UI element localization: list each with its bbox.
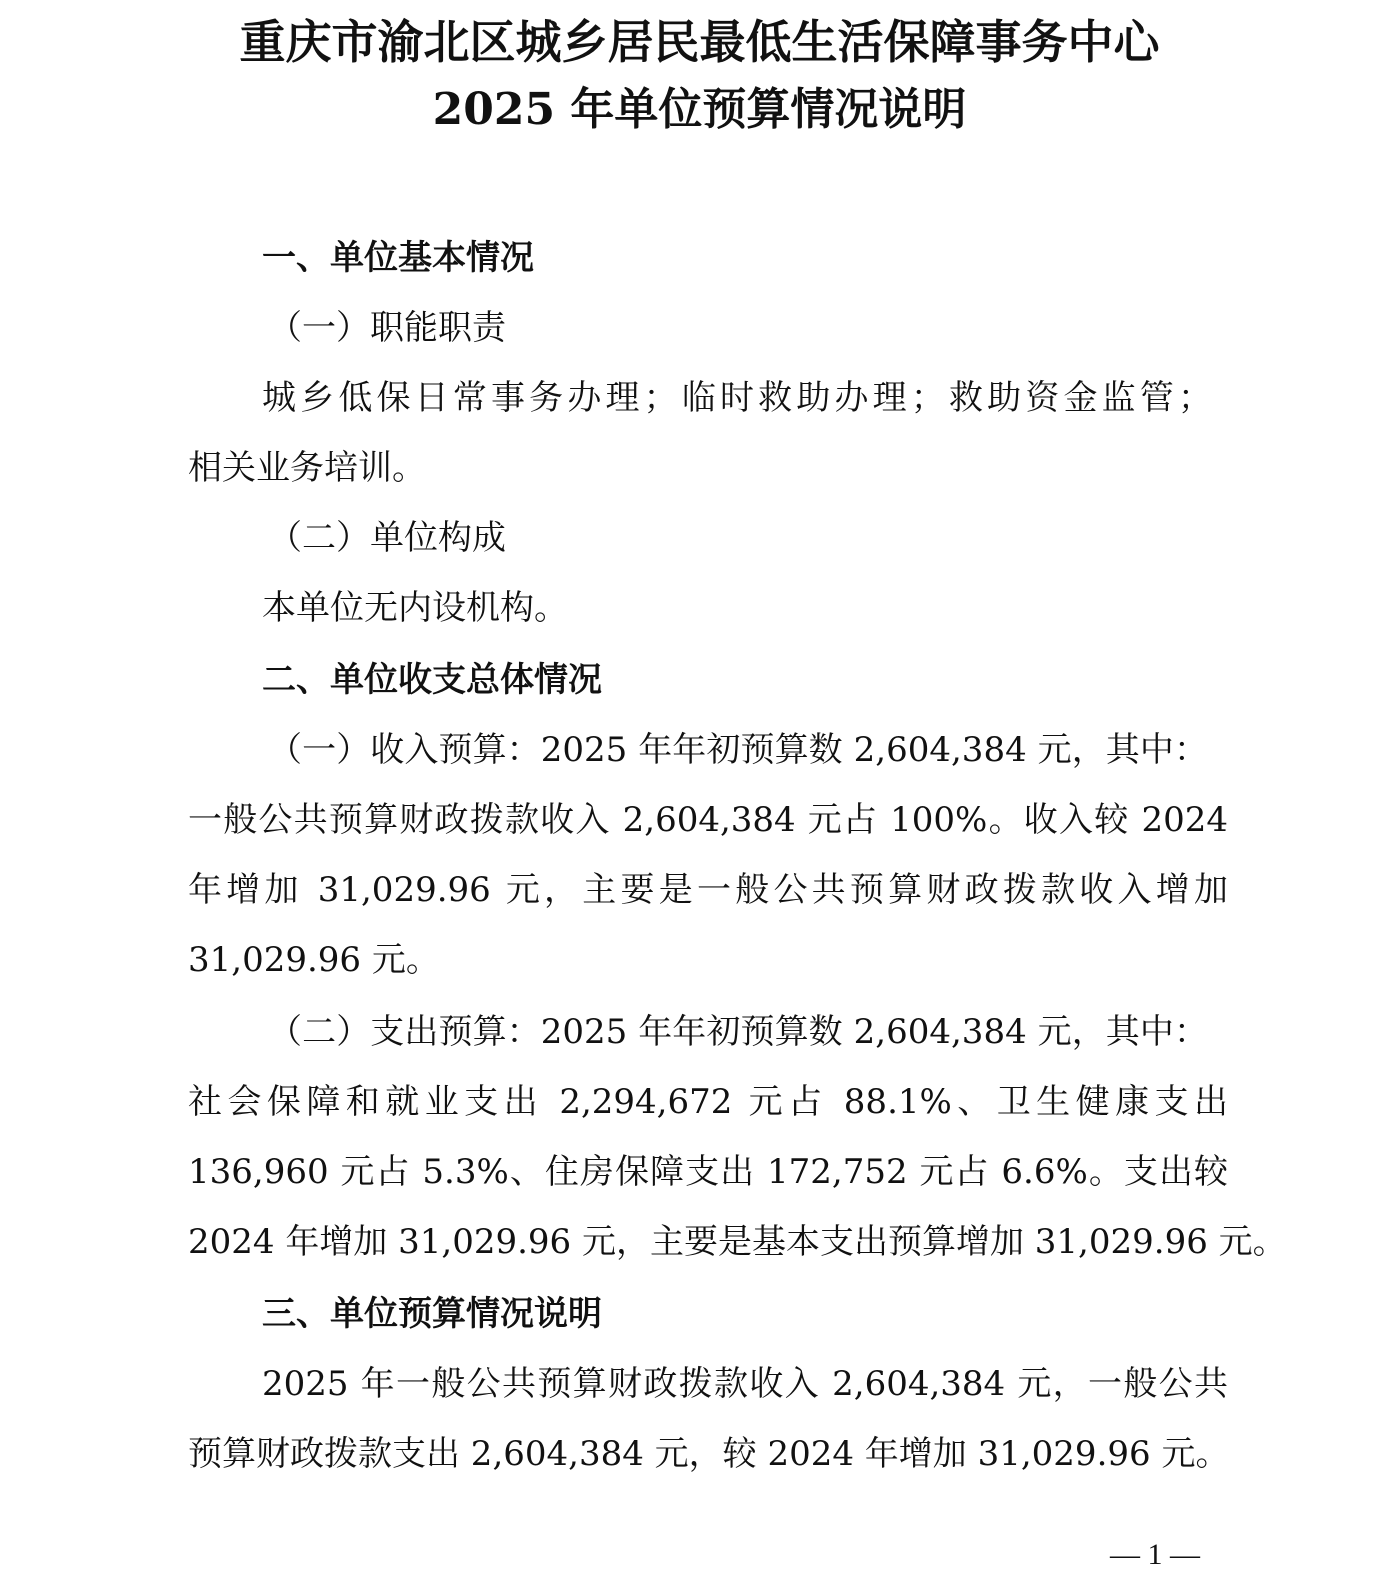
page-number: — 1 — xyxy=(1110,1538,1200,1571)
paragraph-budget-line1: 2025 年一般公共预算财政拨款收入 2,604,384 元，一般公共 xyxy=(262,1364,1228,1404)
paragraph-expense-line4: 2024 年增加 31,029.96 元，主要是基本支出预算增加 31,029.96 元。 xyxy=(188,1222,1287,1262)
document-title-line1: 重庆市渝北区城乡居民最低生活保障事务中心 xyxy=(239,15,1160,69)
subheading-functions: （一）职能职责 xyxy=(268,308,506,348)
paragraph-expense-line2: 社会保障和就业支出 2,294,672 元占 88.1%、卫生健康支出 xyxy=(188,1082,1228,1122)
paragraph-expense-line1: （二）支出预算：2025 年年初预算数 2,604,384 元，其中： xyxy=(268,1012,1208,1052)
paragraph-functions-line2: 相关业务培训。 xyxy=(188,448,426,488)
document-title-line2: 2025 年单位预算情况说明 xyxy=(432,84,967,135)
paragraph-expense-line3: 136,960 元占 5.3%、住房保障支出 172,752 元占 6.6%。支出较 xyxy=(188,1152,1228,1192)
paragraph-budget-line2: 预算财政拨款支出 2,604,384 元，较 2024 年增加 31,029.96 元。 xyxy=(188,1434,1230,1474)
paragraph-income-line2: 一般公共预算财政拨款收入 2,604,384 元占 100%。收入较 2024 xyxy=(188,800,1228,840)
paragraph-functions-line1: 城乡低保日常事务办理；临时救助办理；救助资金监管； xyxy=(262,378,1212,418)
paragraph-income-line3: 年增加 31,029.96 元，主要是一般公共预算财政拨款收入增加 xyxy=(188,870,1228,910)
paragraph-income-line4: 31,029.96 元。 xyxy=(188,940,440,980)
section-heading-budget-notes: 三、单位预算情况说明 xyxy=(262,1294,602,1334)
section-heading-basic-info: 一、单位基本情况 xyxy=(262,238,534,278)
subheading-composition: （二）单位构成 xyxy=(268,518,506,558)
paragraph-income-line1: （一）收入预算：2025 年年初预算数 2,604,384 元，其中： xyxy=(268,730,1208,770)
paragraph-composition: 本单位无内设机构。 xyxy=(262,588,568,628)
section-heading-income-expense: 二、单位收支总体情况 xyxy=(262,660,602,700)
